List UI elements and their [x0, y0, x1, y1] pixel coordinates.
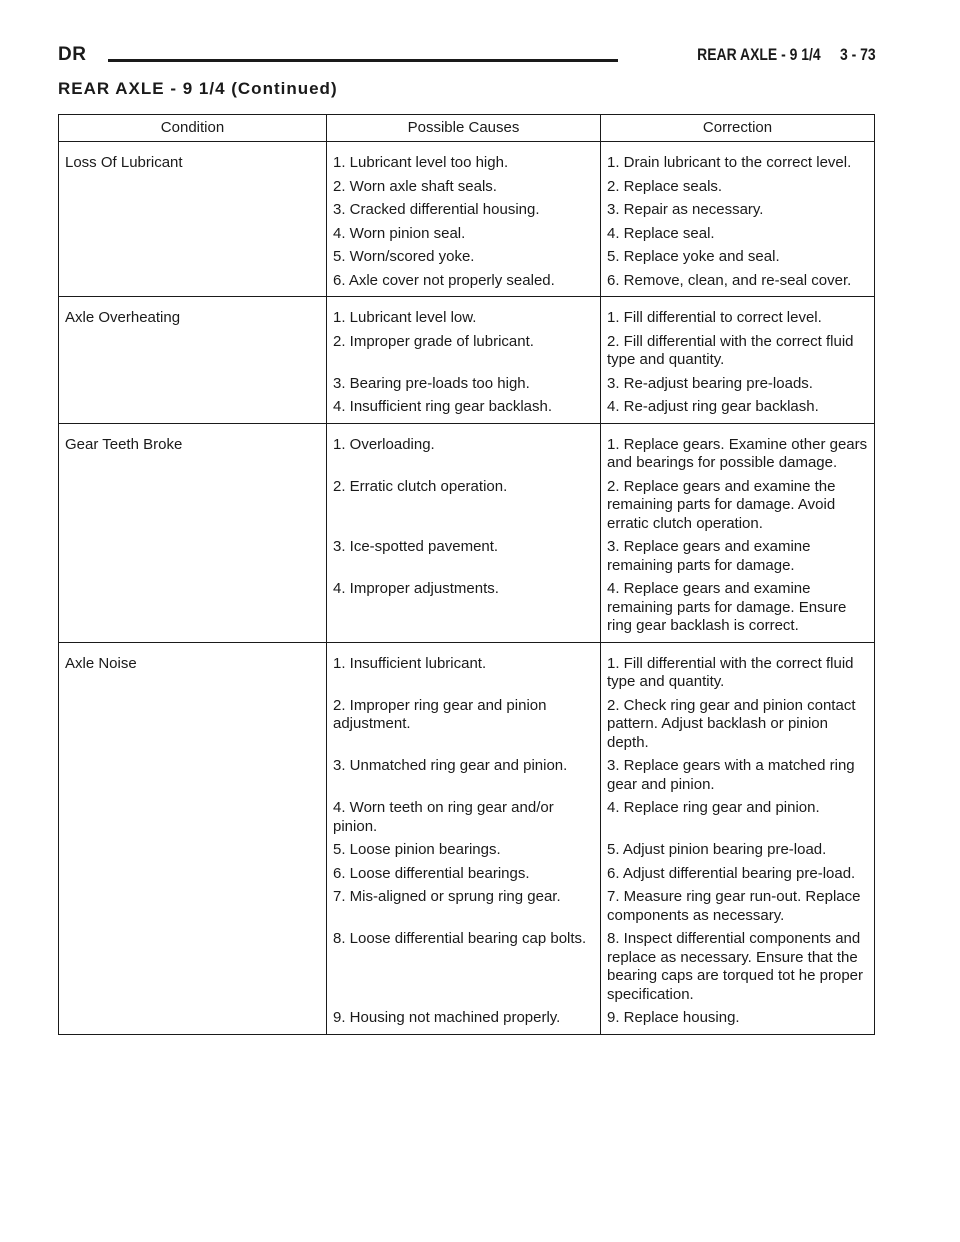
possible-cause-cell: 6. Loose differential bearings. — [327, 860, 601, 884]
condition-cell — [59, 860, 327, 884]
condition-cell — [59, 393, 327, 423]
possible-cause-cell: 8. Loose differential bearing cap bolts. — [327, 925, 601, 1004]
possible-cause-cell: 4. Insufficient ring gear backlash. — [327, 393, 601, 423]
table-row — [59, 883, 875, 925]
table-row — [59, 473, 875, 534]
table-row — [59, 642, 875, 692]
possible-cause-cell: 4. Improper adjustments. — [327, 575, 601, 642]
table-row — [59, 370, 875, 394]
section-title: REAR AXLE - 9 1/4 (Continued) — [58, 79, 338, 98]
table-row — [59, 243, 875, 267]
condition-cell — [59, 220, 327, 244]
table-row — [59, 533, 875, 575]
possible-cause-cell: 3. Bearing pre-loads too high. — [327, 370, 601, 394]
correction-cell: 2. Fill differential with the correct fluid type and quantity. — [601, 328, 875, 370]
correction-cell: 8. Inspect differential components and replace as necessary. Ensure that the bearing caps are torqued tot he proper specification. — [601, 925, 875, 1004]
correction-cell: 9. Replace housing. — [601, 1004, 875, 1034]
possible-cause-cell: 2. Worn axle shaft seals. — [327, 173, 601, 197]
possible-cause-cell: 1. Overloading. — [327, 423, 601, 473]
correction-cell: 4. Replace gears and examine remaining parts for damage. Ensure ring gear backlash is correct. — [601, 575, 875, 642]
correction-cell: 2. Check ring gear and pinion contact pattern. Adjust backlash or pinion depth. — [601, 692, 875, 753]
correction-cell: 2. Replace gears and examine the remaining parts for damage. Avoid erratic clutch operation. — [601, 473, 875, 534]
table-row — [59, 860, 875, 884]
correction-cell: 2. Replace seals. — [601, 173, 875, 197]
column-header-condition: Condition — [59, 115, 327, 142]
condition-cell — [59, 173, 327, 197]
correction-cell: 1. Replace gears. Examine other gears and bearings for possible damage. — [601, 423, 875, 473]
table-row — [59, 692, 875, 753]
condition-cell — [59, 575, 327, 642]
table-row — [59, 794, 875, 836]
condition-cell — [59, 925, 327, 1004]
correction-cell: 3. Replace gears and examine remaining parts for damage. — [601, 533, 875, 575]
table-row — [59, 393, 875, 423]
possible-cause-cell: 7. Mis-aligned or sprung ring gear. — [327, 883, 601, 925]
possible-cause-cell: 2. Improper grade of lubricant. — [327, 328, 601, 370]
possible-cause-cell: 6. Axle cover not properly sealed. — [327, 267, 601, 297]
correction-cell: 1. Fill differential to correct level. — [601, 297, 875, 328]
column-header-possible-causes: Possible Causes — [327, 115, 601, 142]
correction-cell: 3. Re-adjust bearing pre-loads. — [601, 370, 875, 394]
column-header-correction: Correction — [601, 115, 875, 142]
possible-cause-cell: 2. Improper ring gear and pinion adjustment. — [327, 692, 601, 753]
possible-cause-cell: 5. Loose pinion bearings. — [327, 836, 601, 860]
possible-cause-cell: 5. Worn/scored yoke. — [327, 243, 601, 267]
condition-cell — [59, 692, 327, 753]
correction-cell: 4. Replace ring gear and pinion. — [601, 794, 875, 836]
possible-cause-cell: 4. Worn pinion seal. — [327, 220, 601, 244]
page-header — [58, 44, 876, 78]
table-row — [59, 575, 875, 642]
table-row — [59, 220, 875, 244]
table-row — [59, 836, 875, 860]
header-rule — [108, 59, 618, 62]
correction-cell: 6. Remove, clean, and re-seal cover. — [601, 267, 875, 297]
correction-cell: 5. Adjust pinion bearing pre-load. — [601, 836, 875, 860]
table-header-row — [59, 115, 875, 142]
correction-cell: 3. Repair as necessary. — [601, 196, 875, 220]
possible-cause-cell: 3. Unmatched ring gear and pinion. — [327, 752, 601, 794]
condition-cell: Axle Noise — [59, 642, 327, 692]
table-row — [59, 196, 875, 220]
table-row — [59, 328, 875, 370]
diagnosis-table — [58, 114, 875, 1035]
condition-cell — [59, 370, 327, 394]
possible-cause-cell: 9. Housing not machined properly. — [327, 1004, 601, 1034]
correction-cell: 3. Replace gears with a matched ring gear and pinion. — [601, 752, 875, 794]
table-row — [59, 267, 875, 297]
condition-cell — [59, 243, 327, 267]
possible-cause-cell: 3. Ice-spotted pavement. — [327, 533, 601, 575]
header-section-code: DR — [58, 44, 87, 65]
possible-cause-cell: 1. Lubricant level too high. — [327, 142, 601, 173]
possible-cause-cell: 1. Insufficient lubricant. — [327, 642, 601, 692]
condition-cell: Axle Overheating — [59, 297, 327, 328]
condition-cell — [59, 1004, 327, 1034]
possible-cause-cell: 2. Erratic clutch operation. — [327, 473, 601, 534]
condition-cell — [59, 328, 327, 370]
correction-cell: 4. Replace seal. — [601, 220, 875, 244]
correction-cell: 5. Replace yoke and seal. — [601, 243, 875, 267]
condition-cell — [59, 196, 327, 220]
condition-cell — [59, 836, 327, 860]
condition-cell — [59, 794, 327, 836]
condition-cell — [59, 267, 327, 297]
condition-cell — [59, 752, 327, 794]
condition-cell — [59, 883, 327, 925]
possible-cause-cell: 4. Worn teeth on ring gear and/or pinion. — [327, 794, 601, 836]
condition-cell: Gear Teeth Broke — [59, 423, 327, 473]
condition-cell — [59, 473, 327, 534]
correction-cell: 1. Fill differential with the correct fluid type and quantity. — [601, 642, 875, 692]
table-row — [59, 297, 875, 328]
table-body — [59, 142, 875, 1035]
table-row — [59, 1004, 875, 1034]
table-row — [59, 925, 875, 1004]
table-row — [59, 142, 875, 173]
table-row — [59, 173, 875, 197]
possible-cause-cell: 1. Lubricant level low. — [327, 297, 601, 328]
condition-cell: Loss Of Lubricant — [59, 142, 327, 173]
correction-cell: 4. Re-adjust ring gear backlash. — [601, 393, 875, 423]
table-row — [59, 423, 875, 473]
table-row — [59, 752, 875, 794]
correction-cell: 7. Measure ring gear run-out. Replace components as necessary. — [601, 883, 875, 925]
possible-cause-cell: 3. Cracked differential housing. — [327, 196, 601, 220]
condition-cell — [59, 533, 327, 575]
correction-cell: 1. Drain lubricant to the correct level. — [601, 142, 875, 173]
header-page-info: REAR AXLE - 9 1/4 3 - 73 — [697, 45, 876, 64]
correction-cell: 6. Adjust differential bearing pre-load. — [601, 860, 875, 884]
